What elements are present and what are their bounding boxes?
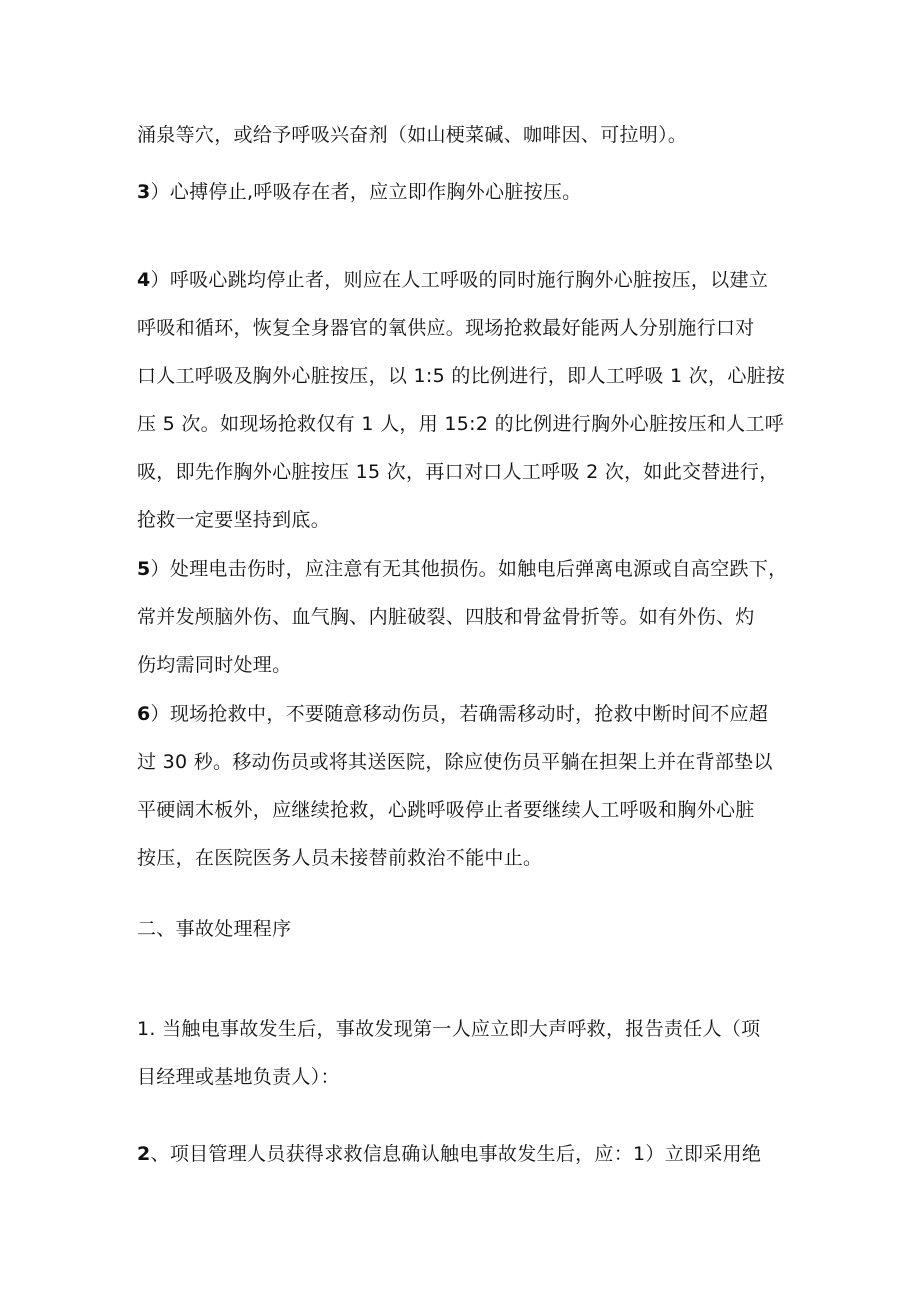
list-item-text: ）呼吸心跳均停止者，则应在人工呼吸的同时施行胸外心脏按压，以建立 (150, 269, 769, 291)
list-number: 5 (137, 558, 151, 580)
list-number: 4 (137, 269, 151, 291)
paragraph-line: 按压，在医院医务人员未接替前救治不能中止。 (137, 847, 543, 869)
paragraph-line: 目经理或基地负责人）： (137, 1066, 340, 1088)
paragraph-line: 压 5 次。如现场抢救仅有 1 人，用 15:2 的比例进行胸外心脏按压和人工呼 (137, 413, 785, 435)
paragraph-line: 涌泉等穴，或给予呼吸兴奋剂（如山梗菜碱、咖啡因、可拉明）。 (137, 124, 688, 146)
list-item-text: ）现场抢救中，不要随意移动伤员，若确需移动时，抢救中断时间不应超 (150, 703, 769, 725)
step-1: 1. 当触电事故发生后，事故发现第一人应立即大声呼救，报告责任人（项 (137, 1018, 761, 1040)
list-number: 2 (137, 1143, 151, 1165)
list-item-6 (137, 702, 797, 726)
paragraph-line: 抢救一定要坚持到底。 (137, 509, 331, 531)
paragraph-line: 过 30 秒。移动伤员或将其送医院，除应使伤员平躺在担架上并在背部垫以 (137, 751, 773, 773)
paragraph-line: 口人工呼吸及胸外心脏按压，以 1:5 的比例进行，即人工呼吸 1 次，心脏按 (137, 365, 786, 387)
list-item-3 (137, 180, 797, 204)
paragraph-line: 伤均需同时处理。 (137, 654, 292, 676)
list-item-text: ）心搏停止,呼吸存在者，应立即作胸外心脏按压。 (150, 181, 582, 203)
list-number: 3 (137, 181, 151, 203)
list-item-5 (137, 557, 797, 581)
paragraph-line: 吸，即先作胸外心脏按压 15 次，再口对口人工呼吸 2 次，如此交替进行， (137, 461, 779, 483)
step-text: 、项目管理人员获得求救信息确认触电事故发生后，应：1）立即采用绝 (150, 1143, 762, 1165)
paragraph-line: 常并发颅脑外伤、血气胸、内脏破裂、四肢和骨盆骨折等。如有外伤、灼 (137, 606, 755, 628)
list-item-text: ）处理电击伤时，应注意有无其他损伤。如触电后弹离电源或自高空跌下， (150, 558, 788, 580)
list-item-4 (137, 268, 797, 292)
list-number: 6 (137, 703, 151, 725)
paragraph-line: 呼吸和循环，恢复全身器官的氧供应。现场抢救最好能两人分别施行口对 (137, 317, 755, 339)
step-2 (137, 1142, 797, 1166)
paragraph-line: 平硬阔木板外，应继续抢救，心跳呼吸停止者要继续人工呼吸和胸外心脏 (137, 799, 755, 821)
section-heading: 二、事故处理程序 (137, 918, 292, 940)
